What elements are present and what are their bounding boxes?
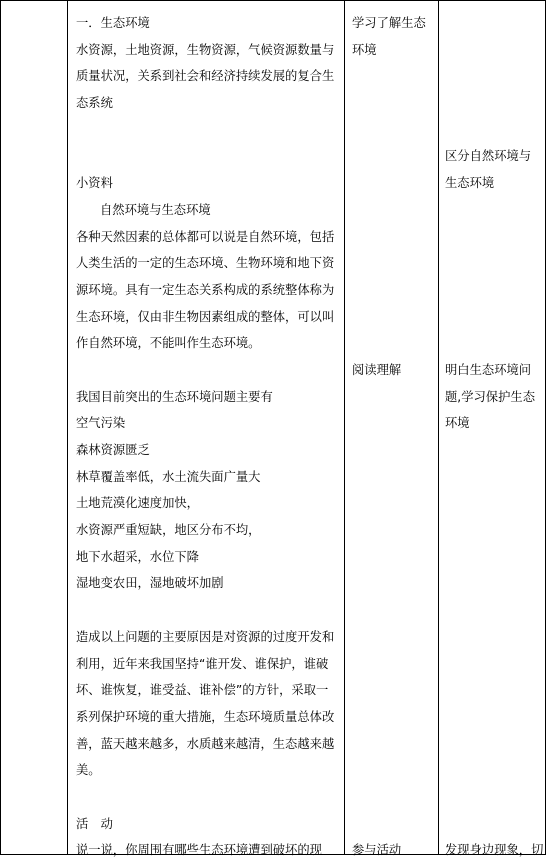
student-activity-column — [352, 10, 436, 864]
intent-line: 环境 — [445, 416, 470, 431]
material-line: 人类生活的一定的生态环境、生物环境和地下资 — [76, 256, 335, 271]
table-border-left — [0, 0, 1, 855]
material-line: 作自然环境，不能叫作生态环境。 — [76, 336, 261, 351]
design-intent-column — [445, 10, 545, 864]
material-line: 源环境。具有一定生态关系构成的系统整体称为 — [76, 282, 335, 297]
activity-line: 说一说，你周围有哪些生态环境遭到破坏的现 — [76, 843, 322, 858]
definition-line: 质量状况，关系到社会和经济持续发展的复合生 — [76, 69, 335, 84]
activity-title: 活 动 — [76, 816, 113, 831]
intent-line: 题,学习保护生态 — [445, 389, 535, 404]
intent-line: 生态环境 — [445, 176, 495, 191]
problems-intro: 我国目前突出的生态环境问题主要有 — [76, 389, 273, 404]
learn-line: 学习了解生态 — [352, 16, 426, 30]
column-divider-1 — [67, 0, 68, 855]
cause-line: 善，蓝天越来越多，水质越来越清，生态越来越 — [76, 736, 335, 751]
cause-line: 美。 — [76, 763, 101, 778]
problem-item: 地下水超采，水位下降 — [76, 549, 199, 564]
material-title: 小资料 — [76, 176, 113, 191]
problem-item: 森林资源匮乏 — [76, 443, 150, 457]
problem-item: 空气污染 — [76, 416, 126, 431]
column-divider-2 — [344, 0, 345, 855]
column-divider-3 — [438, 0, 439, 855]
problem-item: 水资源严重短缺，地区分布不均， — [76, 523, 261, 538]
material-line: 生态环境，仅由非生物因素组成的整体，可以叫 — [76, 309, 335, 324]
activity-label: 参与活动 — [352, 843, 402, 858]
content-column — [76, 10, 338, 864]
section-title: 一．生态环境 — [76, 16, 150, 30]
definition-line: 态系统 — [76, 96, 113, 111]
cause-line: 造成以上问题的主要原因是对资源的过度开发和 — [76, 629, 335, 644]
problem-item: 土地荒漠化速度加快， — [76, 496, 199, 511]
learn-line: 环境 — [352, 42, 377, 57]
intent-line: 发现身边现象，切 — [445, 843, 544, 858]
material-line: 各种天然因素的总体都可以说是自然环境，包括 — [76, 229, 335, 244]
problem-item: 林草覆盖率低，水土流失面广量大 — [76, 469, 261, 484]
reading-label: 阅读理解 — [352, 362, 402, 377]
problem-item: 湿地变农田，湿地破坏加剧 — [76, 576, 224, 591]
intent-line: 明白生态环境问 — [445, 362, 532, 377]
intent-line: 区分自然环境与 — [445, 149, 532, 164]
definition-line: 水资源，土地资源，生物资源，气候资源数量与 — [76, 42, 335, 57]
table-border-top — [0, 0, 546, 1]
material-subtitle: 自然环境与生态环境 — [100, 202, 211, 217]
cause-line: 系列保护环境的重大措施，生态环境质量总体改 — [76, 709, 335, 724]
cause-line: 坏、谁恢复，谁受益、谁补偿”的方针，采取一 — [76, 683, 329, 698]
cause-line: 利用，近年来我国坚持“谁开发、谁保护，谁破 — [76, 656, 329, 671]
